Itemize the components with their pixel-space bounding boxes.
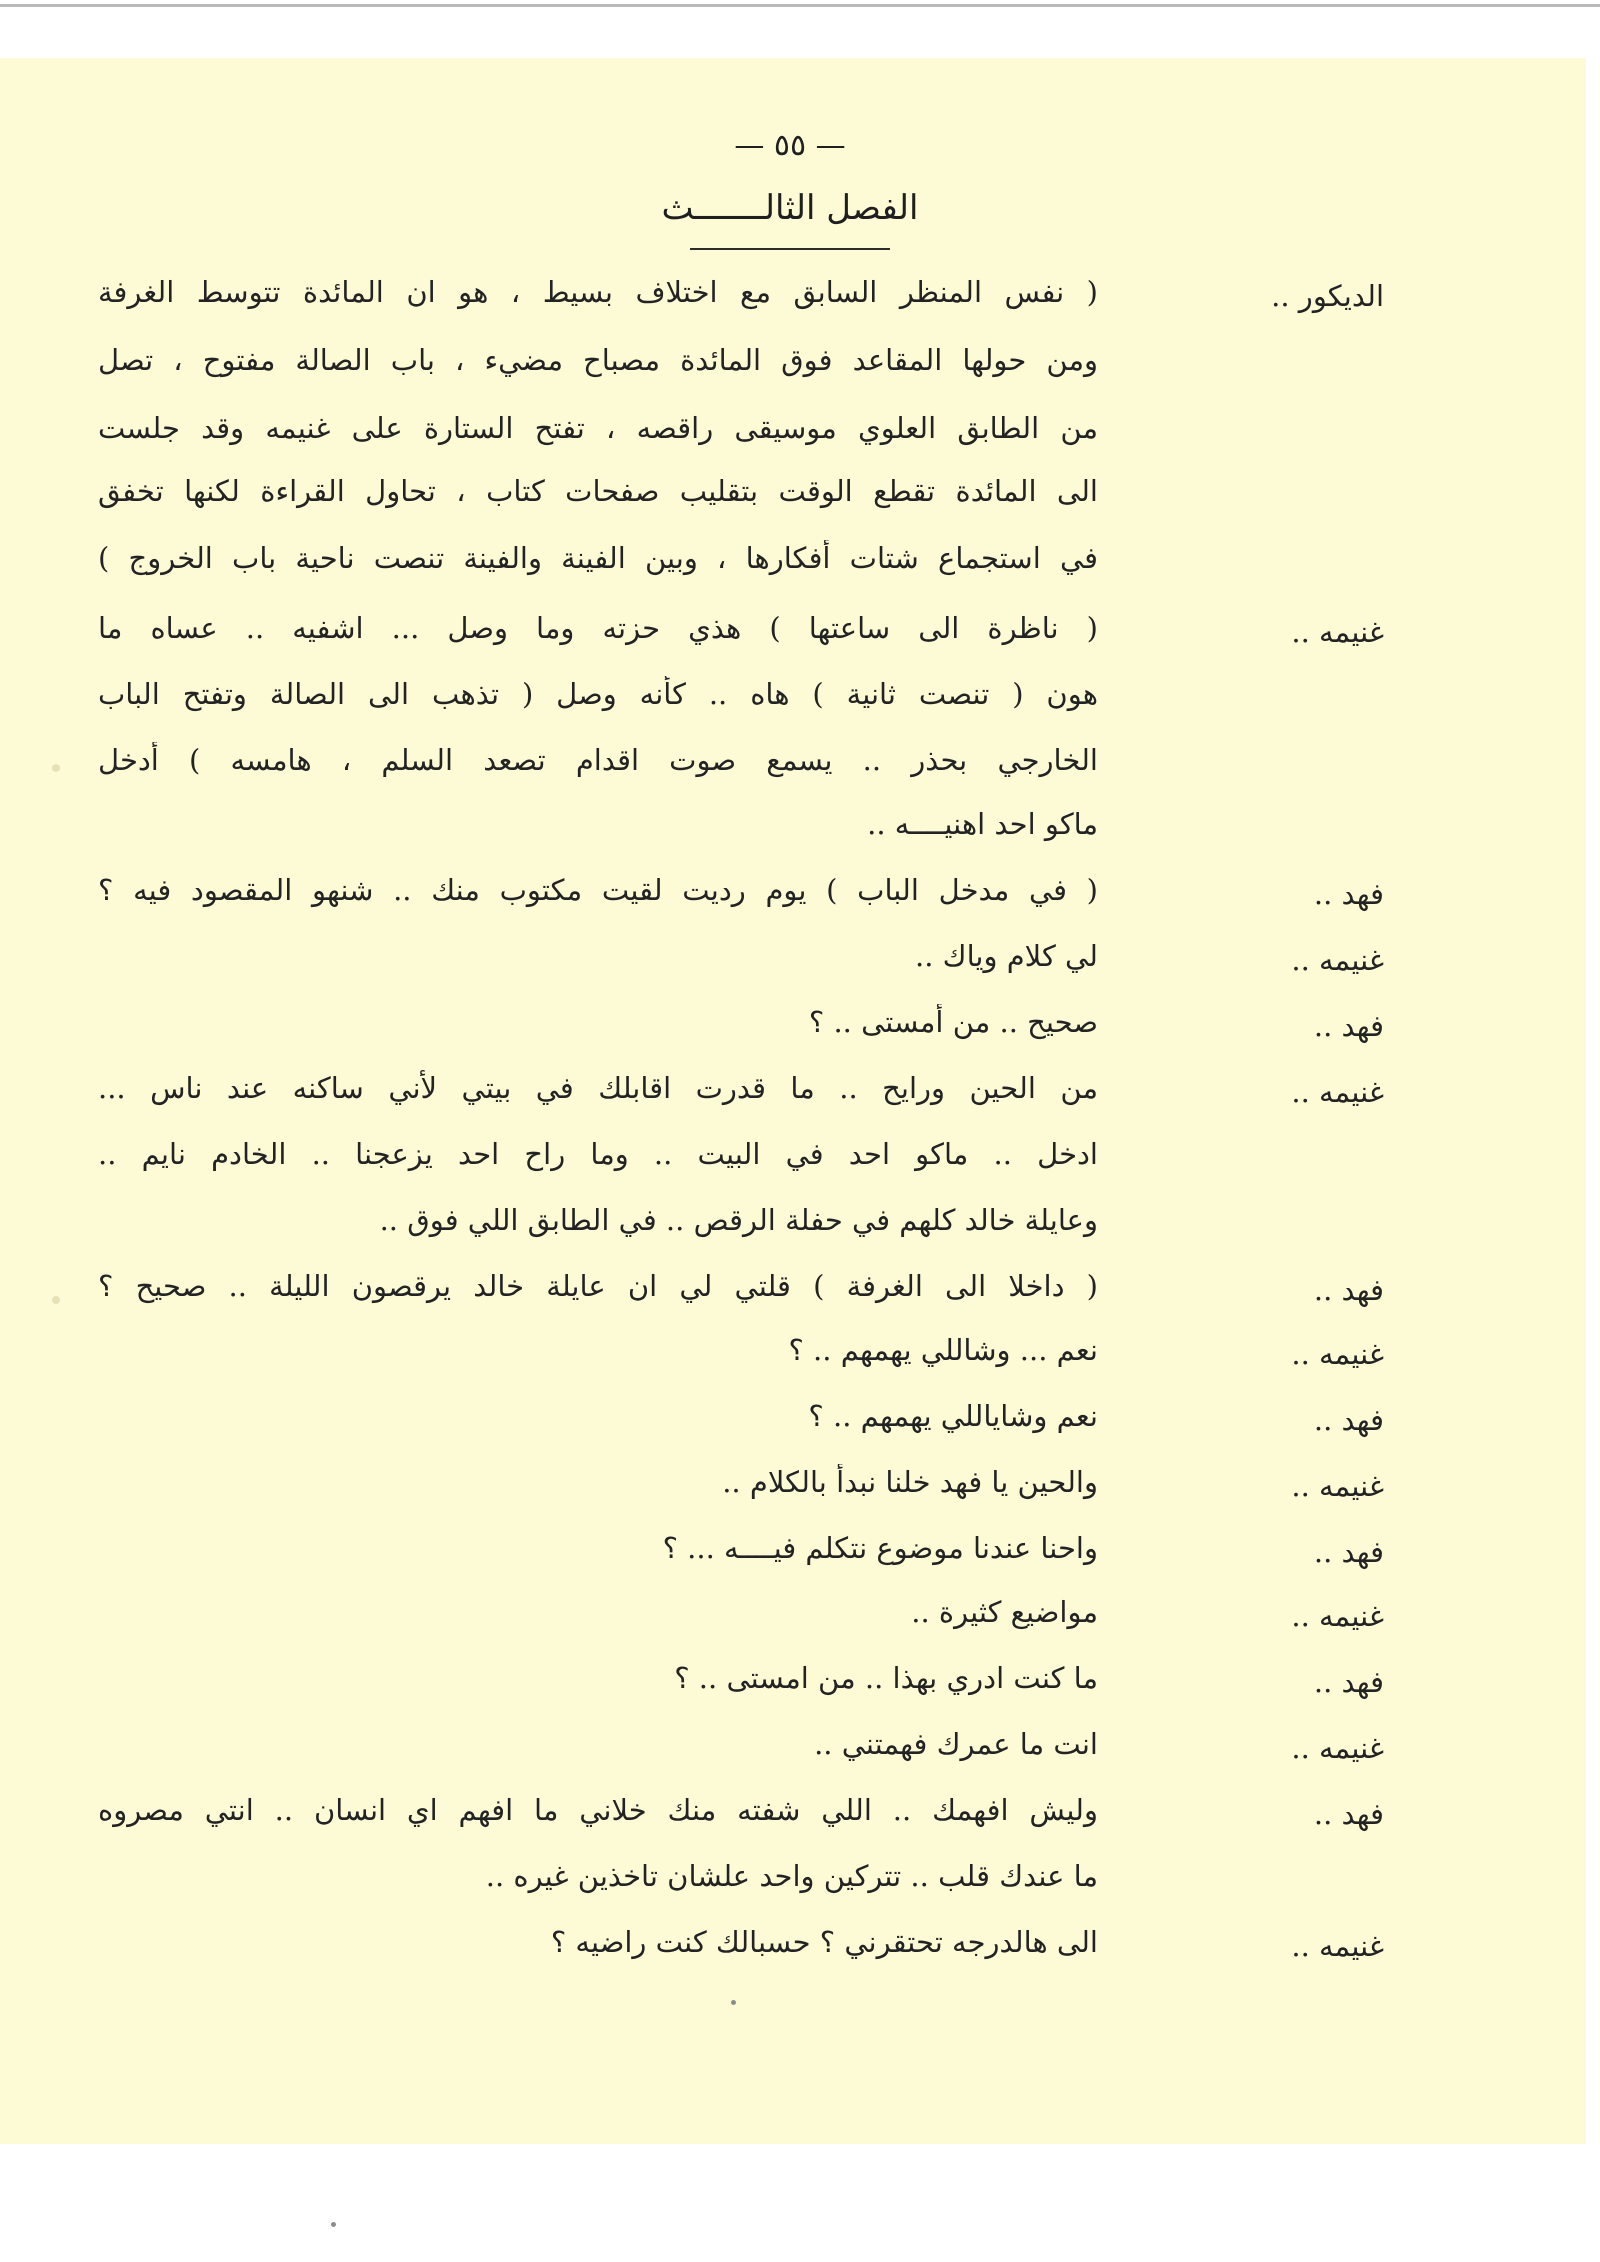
dialogue-line: ( نفس المنظر السابق مع اختلاف بسيط ، هو ان المائدة تتوسط الغرفة (98, 275, 1098, 309)
dialogue-line: واحنا عندنا موضوع نتكلم فيــــه ... ؟ (662, 1531, 1098, 1565)
dialogue-line: الى المائدة تقطع الوقت بتقليب صفحات كتاب ، تحاول القراءة لكنها تخفق (98, 474, 1098, 508)
speaker-label: فهد .. (1313, 1009, 1384, 1043)
dialogue-line: ومن حولها المقاعد فوق المائدة مصباح مضيء ، باب الصالة مفتوح ، تصل (98, 343, 1098, 377)
dialogue-line: الخارجي بحذر .. يسمع صوت اقدام تصعد السلم ، هامسه ) أدخل (98, 743, 1098, 777)
speaker-label: غنيمه .. (1291, 1469, 1384, 1503)
speaker-label: فهد .. (1313, 1665, 1384, 1699)
dialogue-line: ماكو احد اهنيــــه .. (867, 807, 1098, 841)
chapter-title: الفصل الثالـــــــث (661, 188, 919, 228)
speaker-label: غنيمه .. (1291, 943, 1384, 977)
dialogue-line: ( داخلا الى الغرفة ) قلتي لي ان عايلة خالد يرقصون الليلة .. صحيح ؟ (98, 1269, 1098, 1303)
punch-hole (52, 764, 60, 772)
speaker-label: غنيمه .. (1291, 1929, 1384, 1963)
speaker-label: فهد .. (1313, 1797, 1384, 1831)
dialogue-line: نعم وشاياللي يهمهم .. ؟ (808, 1399, 1098, 1433)
punch-hole (52, 1296, 60, 1304)
dialogue-line: والحين يا فهد خلنا نبدأ بالكلام .. (722, 1465, 1098, 1499)
chapter-title-underline (690, 248, 890, 250)
scan-top-rule (0, 4, 1600, 7)
dialogue-line: من الحين ورايح .. ما قدرت اقابلك في بيتي لأني ساكنه عند ناس ... (98, 1071, 1098, 1105)
dialogue-line: ( في مدخل الباب ) يوم رديت لقيت مكتوب منك .. شنهو المقصود فيه ؟ (98, 873, 1098, 907)
speaker-label: غنيمه .. (1291, 1337, 1384, 1371)
speaker-label: غنيمه .. (1291, 1599, 1384, 1633)
speaker-label: فهد .. (1313, 1403, 1384, 1437)
dialogue-line: نعم ... وشاللي يهمهم .. ؟ (788, 1333, 1098, 1367)
speaker-label: غنيمه .. (1291, 1731, 1384, 1765)
speaker-label: الديكور .. (1271, 279, 1384, 313)
speaker-label: فهد .. (1313, 1535, 1384, 1569)
page-number: — ٥٥ — (734, 128, 846, 163)
dialogue-line: ( ناظرة الى ساعتها ) هذي حزته وما وصل ... اشفيه .. عساه ما (98, 611, 1098, 645)
dialogue-line: وعايلة خالد كلهم في حفلة الرقص .. في الطابق اللي فوق .. (379, 1203, 1098, 1237)
speaker-label: غنيمه .. (1291, 1075, 1384, 1109)
scan-speck (331, 2222, 336, 2227)
speaker-label: فهد .. (1313, 877, 1384, 911)
dialogue-line: صحيح .. من أمستى .. ؟ (808, 1005, 1098, 1039)
speaker-label: فهد .. (1313, 1273, 1384, 1307)
dialogue-line: وليش افهمك .. اللي شفته منك خلاني ما افهم اي انسان .. انتي مصروه (98, 1793, 1098, 1827)
scan-speck (731, 2000, 736, 2005)
speaker-label: غنيمه .. (1291, 615, 1384, 649)
dialogue-line: ما كنت ادري بهذا .. من امستى .. ؟ (674, 1661, 1098, 1695)
dialogue-line: ما عندك قلب .. تتركين واحد علشان تاخذين غيره .. (485, 1859, 1098, 1893)
dialogue-line: ادخل .. ماكو احد في البيت .. وما راح احد يزعجنا .. الخادم نايم .. (98, 1137, 1098, 1171)
dialogue-line: انت ما عمرك فهمتني .. (814, 1727, 1098, 1761)
dialogue-line: من الطابق العلوي موسيقى راقصه ، تفتح الستارة على غنيمه وقد جلست (98, 411, 1098, 445)
dialogue-line: الى هالدرجه تحتقرني ؟ حسبالك كنت راضيه ؟ (550, 1925, 1098, 1959)
dialogue-line: هون ( تنصت ثانية ) هاه .. كأنه وصل ( تذهب الى الصالة وتفتح الباب (98, 677, 1098, 711)
dialogue-line: لي كلام وياك .. (915, 939, 1098, 973)
dialogue-line: مواضيع كثيرة .. (911, 1595, 1098, 1629)
dialogue-line: في استجماع شتات أفكارها ، وبين الفينة والفينة تنصت ناحية باب الخروج ) (98, 541, 1098, 575)
